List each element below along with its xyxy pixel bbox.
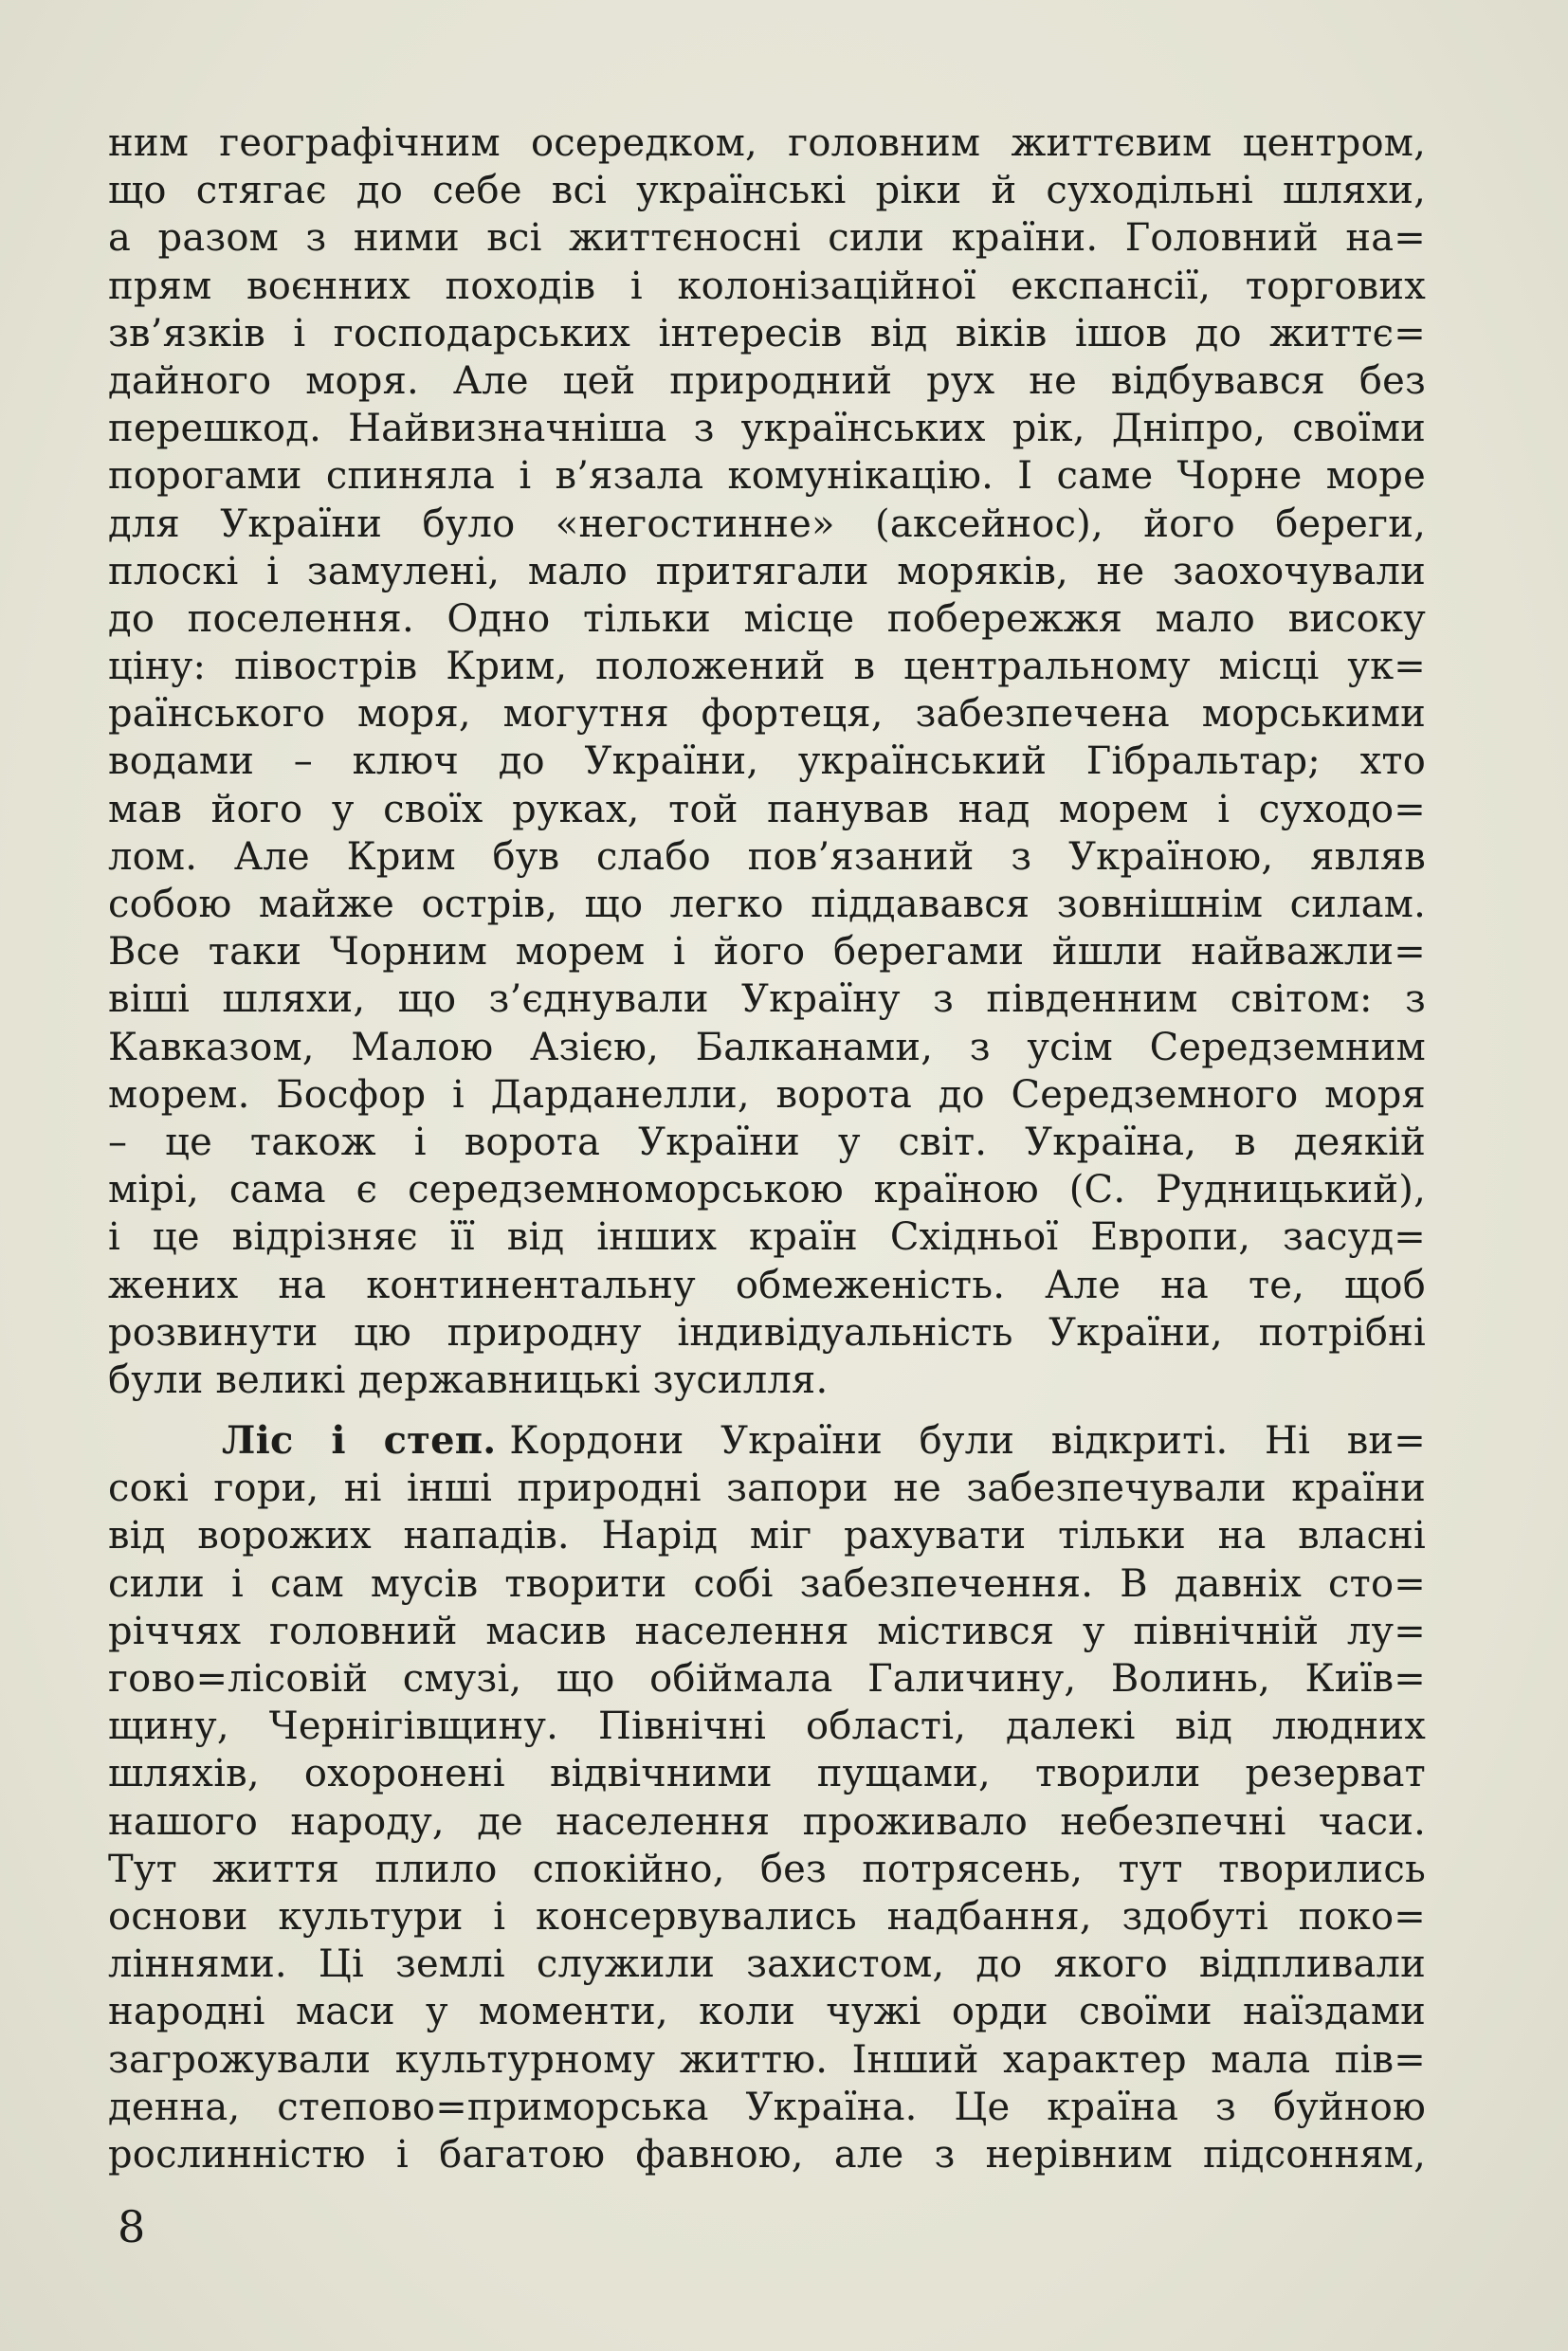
text-line: ліннями. Ці землі служили захистом, до якого відпливали — [108, 1942, 1426, 1987]
text-line: сили і сам мусів творити собі забезпечення. В давніх сто= — [108, 1561, 1426, 1606]
text-line: Кавказом, Малою Азією, Балканами, з усім Середземним — [108, 1025, 1426, 1069]
text-line: основи культури і консервувались надбання, здобуті поко= — [108, 1894, 1426, 1939]
paragraph-2 — [108, 1417, 1426, 2178]
text-line: – це також і ворота України у світ. Україна, в деякій — [108, 1120, 1426, 1164]
text-line: до поселення. Одно тільки місце побережжя мало високу — [108, 596, 1426, 641]
text-line: розвинути цю природну індивідуальність України, потрібні — [108, 1310, 1426, 1355]
text-line: зв’язків і господарських інтересів від віків ішов до життє= — [108, 311, 1426, 355]
text-line: Тут життя плило спокійно, без потрясень, тут творились — [108, 1847, 1426, 1891]
text-line: порогами спиняла і в’язала комунікацію. І саме Чорне море — [108, 454, 1426, 499]
section-lead-heading: Ліс і степ. — [222, 1418, 497, 1464]
paragraph-gap — [108, 1404, 1426, 1417]
text-line: гово=лісовій смузі, що обіймала Галичину, Волинь, Київ= — [108, 1657, 1426, 1701]
text-line: шляхів, охоронені відвічними пущами, творили резерват — [108, 1752, 1426, 1796]
text-line: перешкод. Найвизначніша з українських рік, Дніпро, своїми — [108, 407, 1426, 451]
paragraph-1 — [108, 119, 1426, 1404]
text-line: жених на континентальну обмеженість. Але на те, щоб — [108, 1263, 1426, 1307]
text-line: від ворожих нападів. Нарід міг рахувати тільки на власні — [108, 1514, 1426, 1558]
text-line: мав його у своїх руках, той панував над морем і суходо= — [108, 787, 1426, 831]
text-line: що стягає до себе всі українські ріки й суходільні шляхи, — [108, 169, 1426, 213]
text-line: Все таки Чорним морем і його берегами йшли найважли= — [108, 930, 1426, 975]
text-line: для України було «негостинне» (аксейнос), його береги, — [108, 501, 1426, 546]
text-line: плоскі і замулені, мало притягали моряків, не заохочували — [108, 549, 1426, 593]
text-line: собою майже острів, що легко піддавався зовнішнім силам. — [108, 883, 1426, 926]
text-line: дайного моря. Але цей природний рух не відбувався без — [108, 358, 1426, 403]
text-line: водами – ключ до України, український Гібральтар; хто — [108, 739, 1426, 784]
text-line: денна, степово=приморська Україна. Це країна з буйною — [108, 2085, 1426, 2129]
text-line: ним географічним осередком, головним життєвим центром, — [108, 121, 1426, 165]
text-line-rest: Кордони України були відкриті. Ні ви= — [509, 1419, 1426, 1464]
text-line: загрожували культурному життю. Інший характер мала пів= — [108, 2037, 1426, 2082]
page-text — [108, 119, 1426, 2178]
text-line: були великі державницькі зусилля. — [108, 1358, 829, 1402]
page-number: 8 — [118, 2201, 146, 2252]
text-line: ціну: півострів Крим, положений в центральному місці ук= — [108, 645, 1426, 689]
text-line: народні маси у моменти, коли чужі орди своїми наїздами — [108, 1990, 1426, 2034]
text-line: нашого народу, де населення проживало небезпечні часи. — [108, 1799, 1426, 1844]
text-line-with-lead — [108, 1417, 1426, 1465]
text-line: сокі гори, ні інші природні запори не забезпечували країни — [108, 1467, 1426, 1511]
text-line: і це відрізняє її від інших країн Східньої Европи, засуд= — [108, 1215, 1426, 1260]
text-line: раїнського моря, могутня фортеця, забезпечена морськими — [108, 692, 1426, 737]
text-line: річчях головний масив населення містився у північній лу= — [108, 1609, 1426, 1653]
text-line: лом. Але Крим був слабо пов’язаний з Україною, являв — [108, 834, 1426, 879]
text-line: мірі, сама є середземноморською країною (С. Рудницький), — [108, 1168, 1426, 1212]
text-line: віші шляхи, що з’єднували Україну з південним світом: з — [108, 977, 1426, 1022]
text-line: рослинністю і багатою фавною, але з нерівним підсонням, — [108, 2132, 1426, 2177]
text-line: щину, Чернігівщину. Північні області, далекі від людних — [108, 1704, 1426, 1749]
text-line: прям воєнних походів і колонізаційної експансії, торгових — [108, 264, 1426, 308]
text-line: а разом з ними всі життєносні сили країни. Головний на= — [108, 216, 1426, 261]
text-line: морем. Босфор і Дарданелли, ворота до Середземного моря — [108, 1072, 1426, 1117]
